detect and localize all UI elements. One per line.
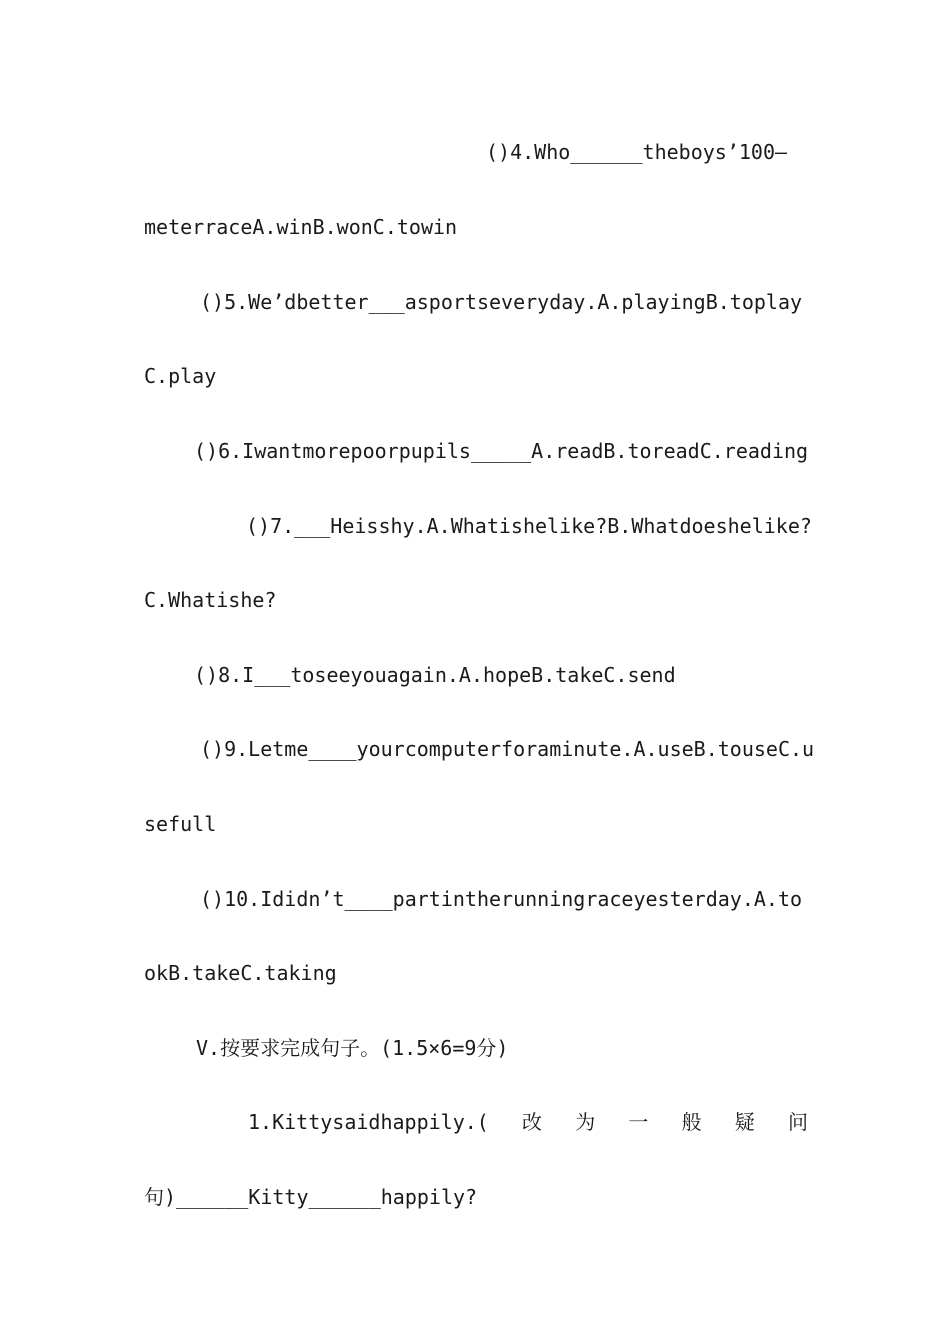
question-9-continued: sefull: [144, 812, 217, 836]
question-8-line: ()8.I___toseeyouagain.A.hopeB.takeC.send: [194, 663, 676, 687]
instruction-char: 疑: [734, 1110, 755, 1134]
question-7-line: ()7.___Heisshy.A.Whatishelike?B.Whatdoeshelike?: [246, 514, 812, 538]
instruction-char: 一: [628, 1110, 649, 1134]
question-1-prefix: 1.Kittysaidhappily.(: [248, 1110, 489, 1134]
question-6-line: ()6.Iwantmorepoorpupils_____A.readB.toreadC.reading: [194, 439, 809, 463]
instruction-char: 改: [522, 1110, 543, 1134]
section-v-question-1: [248, 1107, 808, 1137]
question-9-line: ()9.Letme____yourcomputerforaminute.A.useB.touseC.u: [200, 737, 815, 761]
question-7-continued: C.Whatishe?: [144, 588, 277, 612]
question-5-line: ()5.We’dbetter___asportseveryday.A.playingB.toplay: [200, 290, 803, 314]
question-10-continued: okB.takeC.taking: [144, 961, 337, 985]
question-4-line: ()4.Who______theboys’100—: [486, 140, 788, 164]
instruction-char: 问: [787, 1110, 808, 1134]
instruction-char: 般: [681, 1110, 702, 1134]
question-10-line: ()10.Ididn’t____partintherunningraceyesterday.A.to: [200, 887, 803, 911]
section-v-question-1-continued: 句)______Kitty______happily?: [144, 1185, 478, 1209]
question-5-continued: C.play: [144, 364, 217, 388]
section-v-heading: V.按要求完成句子。(1.5×6=9分): [196, 1036, 509, 1060]
question-4-options: meterraceA.winB.wonC.towin: [144, 215, 458, 239]
instruction-char: 为: [575, 1110, 596, 1134]
